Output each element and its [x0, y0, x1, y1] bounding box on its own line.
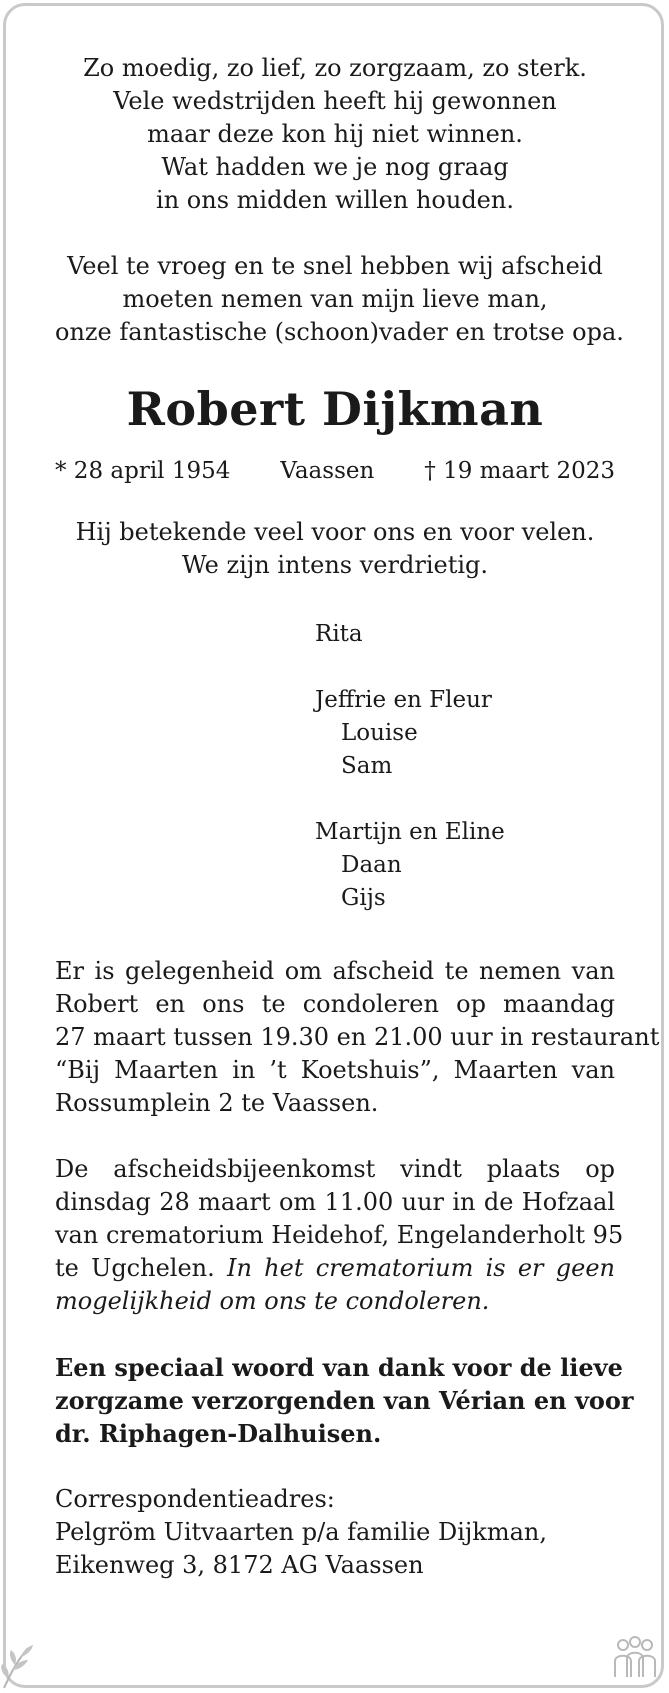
poem-line: Vele wedstrijden heeft hij gewonnen	[113, 87, 557, 115]
address-line: Correspondentieadres:	[55, 1485, 335, 1513]
grandchild-name: Daan	[341, 852, 402, 878]
deceased-name: Robert Dijkman	[126, 382, 544, 436]
paragraph-line	[55, 1285, 615, 1318]
farewell-paragraph	[55, 955, 660, 1120]
meaning-line: Hij betekende veel voor ons en voor velen.	[75, 518, 595, 546]
intro-text	[55, 250, 624, 349]
family-group	[315, 684, 615, 783]
grandchild-name: Sam	[341, 753, 393, 779]
paragraph-line: Robert en ons te condoleren op maandag	[55, 990, 615, 1018]
correspondence-address	[55, 1483, 615, 1582]
ceremony-note: In het crematorium is er geen	[227, 1254, 615, 1282]
paragraph-line: De afscheidsbijeenkomst vindt plaats op	[55, 1155, 615, 1183]
place: Vaassen	[280, 458, 375, 484]
grandchild-name: Gijs	[341, 885, 386, 911]
spouse	[315, 618, 615, 651]
family-group	[315, 816, 615, 915]
poem-line: in ons midden willen houden.	[156, 186, 514, 214]
poem-line: Wat hadden we je nog graag	[161, 153, 509, 181]
poem-line: Zo moedig, zo lief, zo zorgzaam, zo sterk.	[83, 54, 587, 82]
ceremony-note: mogelijkheid om ons te condoleren.	[55, 1287, 490, 1315]
leaf-branch-icon	[0, 1630, 38, 1690]
paragraph-line: Een speciaal woord van dank voor de lieve	[55, 1353, 623, 1382]
address-line: Eikenweg 3, 8172 AG Vaassen	[55, 1551, 424, 1579]
paragraph-line: Rossumplein 2 te Vaassen.	[55, 1089, 379, 1117]
intro-line: moeten nemen van mijn lieve man,	[122, 285, 548, 313]
family-list	[315, 618, 615, 915]
meaning-line: We zijn intens verdrietig.	[181, 551, 489, 579]
obituary-content	[55, 52, 660, 1582]
paragraph-line	[55, 1252, 615, 1285]
address-line: Pelgröm Uitvaarten p/a familie Dijkman,	[55, 1518, 547, 1546]
ceremony-location-end: te Ugchelen.	[55, 1254, 215, 1282]
paragraph-line: “Bij Maarten in ’t Koetshuis”, Maarten van	[55, 1056, 615, 1084]
ceremony-paragraph	[55, 1153, 624, 1318]
parents-names: Martijn en Eline	[315, 819, 505, 845]
intro-line: Veel te vroeg en te snel hebben wij afscheid	[67, 252, 603, 280]
intro-line: onze fantastische (schoon)vader en trotse opa.	[55, 318, 624, 346]
death-date: † 19 maart 2023	[424, 458, 615, 484]
parents-names: Jeffrie en Fleur	[315, 687, 492, 713]
spouse-name: Rita	[315, 621, 363, 647]
thanks-paragraph	[55, 1351, 634, 1450]
paragraph-line: Er is gelegenheid om afscheid te nemen van	[55, 957, 615, 985]
life-dates	[55, 456, 615, 486]
birth-date: * 28 april 1954	[55, 458, 231, 484]
paragraph-line: dr. Riphagen-Dalhuisen.	[55, 1419, 382, 1448]
poem	[55, 52, 615, 217]
poem-line: maar deze kon hij niet winnen.	[147, 120, 523, 148]
paragraph-line: van crematorium Heidehof, Engelanderholt 95	[55, 1221, 624, 1249]
grandchild-name: Louise	[341, 720, 418, 746]
paragraph-line: 27 maart tussen 19.30 en 21.00 uur in restaurant	[55, 1023, 660, 1051]
meaning-text	[55, 516, 615, 582]
paragraph-line: zorgzame verzorgenden van Vérian en voor	[55, 1386, 634, 1415]
people-group-icon	[610, 1633, 660, 1683]
paragraph-line: dinsdag 28 maart om 11.00 uur in de Hofzaal	[55, 1188, 615, 1216]
